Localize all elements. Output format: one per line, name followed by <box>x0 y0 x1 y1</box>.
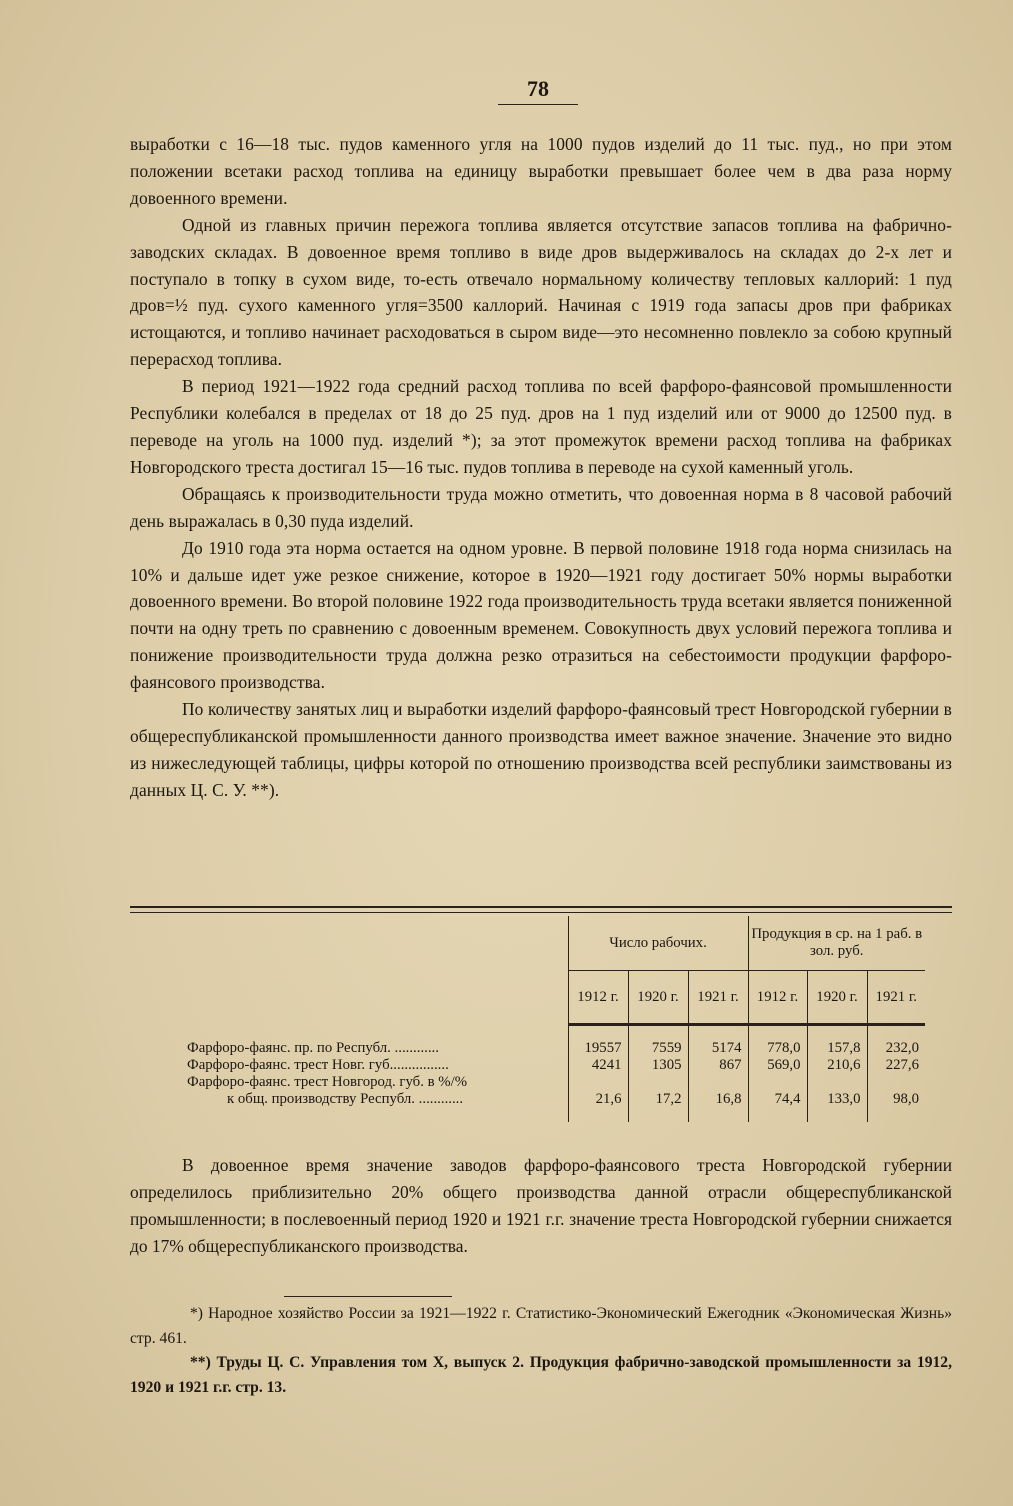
paragraph: По количеству занятых лиц и выработки изделий фарфоро-фаянсовый трест Новгородской губернии в общереспубликанской промышленности данного производства имеет важное значение. Значение это видно из нижеследующей таблицы, цифры которой по отношению производства всей республики заимствованы из данных Ц. С. У. **). <box>130 699 952 800</box>
table-row <box>157 1074 925 1091</box>
column-group-production: Продукция в ср. на 1 раб. в зол. руб. <box>748 916 925 971</box>
footnotes <box>130 1302 952 1400</box>
table-cell: 867 <box>688 1057 748 1074</box>
table-cell: 16,8 <box>688 1091 748 1108</box>
table-cell: 232,0 <box>867 1040 925 1057</box>
table-cell: 133,0 <box>807 1091 867 1108</box>
column-year: 1920 г. <box>628 971 688 1025</box>
paragraph: Одной из главных причин пережога топлива является отсутствие запасов топлива на фабрично-заводских складах. В довоенное время топливо в виде дров выдерживалось на складах до 2-х лет и поступало в топку в сухом виде, то-есть отвечало нормальному количеству тепловых каллорий: 1 пуд дров=½ пуд. сухого каменного угля=3500 каллорий. Начиная с 1919 года запасы дров при фабриках истощаются, и топливо начинает расходоваться в сыром виде—это несомненно повлекло за собою крупный перерасход топлива. <box>130 214 952 370</box>
page-number-rule <box>498 104 578 105</box>
paragraph: Обращаясь к производительности труда можно отметить, что довоенная норма в 8 часовой рабочий день выражалась в 0,30 пуда изделий. <box>130 483 952 531</box>
row-label: к общ. производству Республ. ............ <box>227 1091 464 1107</box>
table-cell: 778,0 <box>748 1040 807 1057</box>
table-cell: 1305 <box>628 1057 688 1074</box>
table-cell: 157,8 <box>807 1040 867 1057</box>
row-label: Фарфоро-фаянс. трест Новгород. губ. в %/% <box>187 1074 468 1090</box>
page-number: 78 <box>527 76 549 101</box>
column-year: 1921 г. <box>867 971 925 1025</box>
paragraph: выработки с 16—18 тыс. пудов каменного угля на 1000 пудов изделий до 11 тыс. пуд., но при этом положении всетаки расход топлива на единицу выработки превышает более чем в два раза норму довоенного времени. <box>130 134 952 208</box>
table-cell: 98,0 <box>867 1091 925 1108</box>
table-top-rule <box>130 906 952 913</box>
column-year: 1920 г. <box>807 971 867 1025</box>
table-cell: 21,6 <box>568 1091 628 1108</box>
row-label: Фарфоро-фаянс. пр. по Республ. ............ <box>187 1040 439 1056</box>
paragraph: В довоенное время значение заводов фарфоро-фаянсового треста Новгородской губернии определилось приблизительно 20% общего производства данной отрасли общереспубликанской промышленности; в послевоенный период 1920 и 1921 г.г. значение треста Новгородской губернии снижается до 17% общереспубликанского производства. <box>130 1155 952 1256</box>
footnote: **) Труды Ц. С. Управления том X, выпуск 2. Продукция фабрично-заводской промышленности за 1912, 1920 и 1921 г.г. стр. 13. <box>130 1354 952 1396</box>
table-cell: 4241 <box>568 1057 628 1074</box>
footnote-rule <box>284 1296 452 1297</box>
column-year: 1912 г. <box>568 971 628 1025</box>
table-cell: 7559 <box>628 1040 688 1057</box>
statistics-table <box>157 916 925 1122</box>
paragraph: В период 1921—1922 года средний расход топлива по всей фарфоро-фаянсовой промышленности Республики колебался в пределах от 18 до 25 пуд. дров на 1 пуд изделий или от 9000 до 12500 пуд. в переводе на уголь на 1000 пуд. изделий *); за этот промежуток времени расход топлива на фабриках Новгородского треста достигал 15—16 тыс. пудов топлива в переводе на сухой каменный уголь. <box>130 376 952 477</box>
body-text <box>130 131 952 804</box>
table-cell: 569,0 <box>748 1057 807 1074</box>
paragraph: До 1910 года эта норма остается на одном уровне. В первой половине 1918 года норма снизилась на 10% и дальше идет уже резкое снижение, которое в 1920—1921 году достигает 50% нормы выработки довоенного времени. Во второй половине 1922 года производительность труда всетаки является пониженной почти на одну треть по сравнению с довоенным временем. Совокупность двух условий пережога топлива и понижение производительности труда должна резко отразиться на себестоимости продукции фарфоро-фаянсового производства. <box>130 537 952 693</box>
table-row <box>157 1040 925 1057</box>
table-row <box>157 1057 925 1074</box>
column-group-workers: Число рабочих. <box>568 916 748 971</box>
table-row <box>157 1091 925 1108</box>
table-cell: 5174 <box>688 1040 748 1057</box>
table-cell: 17,2 <box>628 1091 688 1108</box>
footnote: *) Народное хозяйство России за 1921—1922 г. Статистико-Экономический Ежегодник «Экономическая Жизнь» стр. 461. <box>130 1305 952 1347</box>
table-cell: 227,6 <box>867 1057 925 1074</box>
row-label: Фарфоро-фаянс. трест Новг. губ................ <box>187 1057 449 1073</box>
column-year: 1921 г. <box>688 971 748 1025</box>
table-cell: 210,6 <box>807 1057 867 1074</box>
table-cell: 74,4 <box>748 1091 807 1108</box>
table-head-blank <box>157 916 568 1025</box>
column-year: 1912 г. <box>748 971 807 1025</box>
after-table-text <box>130 1152 952 1260</box>
table-cell: 19557 <box>568 1040 628 1057</box>
